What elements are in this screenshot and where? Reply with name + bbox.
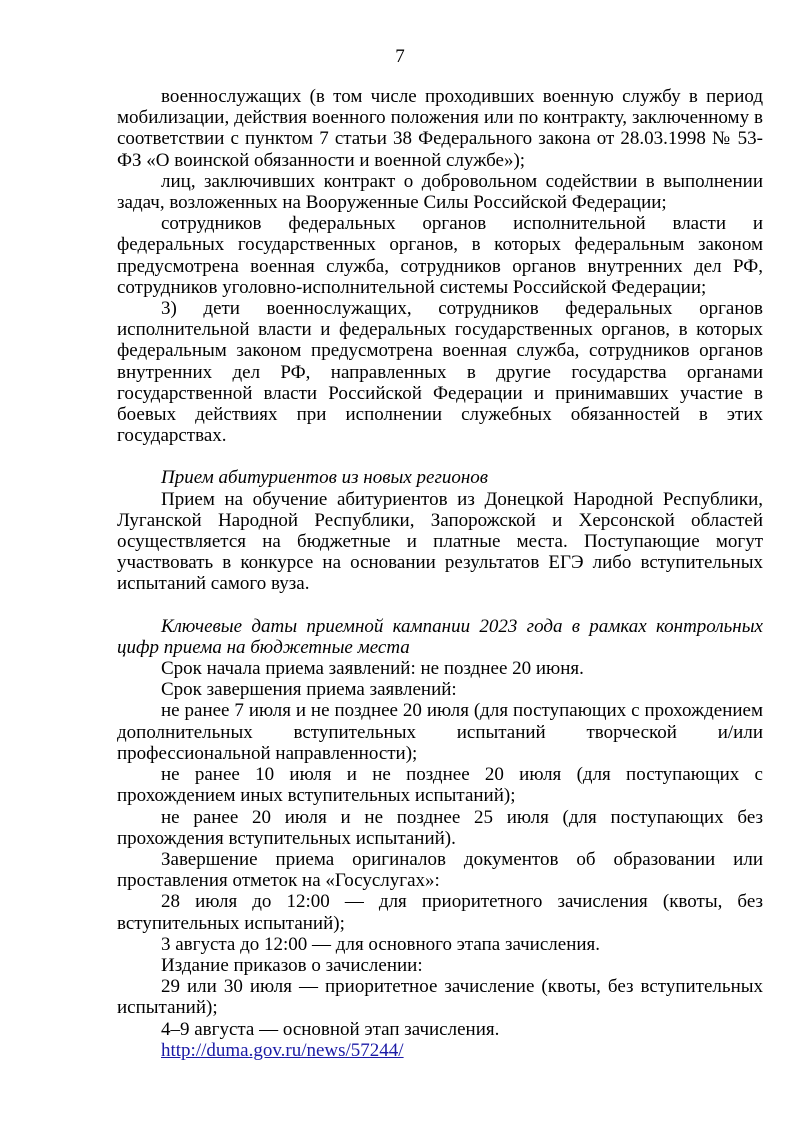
heading-key-dates: Ключевые даты приемной кампании 2023 года в рамках контрольных цифр приема на бюджетные места <box>117 615 763 658</box>
paragraph-children-item-3: 3) дети военнослужащих, сотрудников федеральных органов исполнительной власти и федеральных государственных органов, в которых федеральным законом предусмотрена военная служба, сотрудников органов внутренних дел РФ, направленных в другие государства органами государственной власти Российской Федерации и принимавших участие в боевых действиях при исполнении служебных обязанностей в этих государствах. <box>117 298 763 447</box>
heading-new-regions: Прием абитуриентов из новых регионов <box>161 467 489 489</box>
paragraph-originals-1: 28 июля до 12:00 — для приоритетного зачисления (квоты, без вступительных испытаний); <box>117 891 763 934</box>
paragraph-contract-persons: лиц, заключивших контракт о добровольном содействии в выполнении задач, возложенных на Вооруженные Силы Российской Федерации; <box>117 170 763 214</box>
paragraph-originals-title: Завершение приема оригиналов документов об образовании или проставления отметок на «Госуслугах»: <box>117 848 763 892</box>
page-content <box>117 86 763 1061</box>
paragraph-link <box>117 1040 763 1061</box>
paragraph-end-1: не ранее 7 июля и не позднее 20 июля (для поступающих с прохождением дополнительных вступительных испытаний творческой и/или профессиональной направленности); <box>117 700 763 764</box>
paragraph-orders-1: 29 или 30 июля — приоритетное зачисление (квоты, без вступительных испытаний); <box>117 976 763 1019</box>
paragraph-orders-2: 4–9 августа — основной этап зачисления. <box>161 1018 500 1040</box>
paragraph-originals-2: 3 августа до 12:00 — для основного этапа зачисления. <box>161 933 601 955</box>
paragraph-orders-title: Издание приказов о зачислении: <box>161 954 423 976</box>
page-number: 7 <box>395 46 405 67</box>
source-link[interactable]: http://duma.gov.ru/news/57244/ <box>161 1039 404 1061</box>
paragraph-end-title: Срок завершения приема заявлений: <box>161 679 457 701</box>
paragraph-servicemen: военнослужащих (в том числе проходивших военную службу в период мобилизации, действия военного положения или по контракту, заключенному в соответствии с пунктом 7 статьи 38 Федерального закона от 28.03.1998 № 53-ФЗ «О воинской обязанности и военной службе»); <box>117 86 763 171</box>
paragraph-end-2: не ранее 10 июля и не позднее 20 июля (для поступающих с прохождением иных вступительных испытаний); <box>117 764 763 807</box>
paragraph-end-3: не ранее 20 июля и не позднее 25 июля (для поступающих без прохождения вступительных испытаний). <box>117 806 763 849</box>
spacer <box>117 446 763 467</box>
paragraph-new-regions: Прием на обучение абитуриентов из Донецкой Народной Республики, Луганской Народной Республики, Запорожской и Херсонской областей осуществляется на бюджетные и платные места. Поступающие могут участвовать в конкурсе на основании результатов ЕГЭ либо вступительных испытаний самого вуза. <box>117 488 763 595</box>
spacer <box>117 595 763 616</box>
paragraph-federal-employees: сотрудников федеральных органов исполнительной власти и федеральных государственных органов, в которых федеральным законом предусмотрена военная служба, сотрудников органов внутренних дел РФ, сотрудников уголовно-исполнительной системы Российской Федерации; <box>117 213 763 298</box>
paragraph-start-date: Срок начала приема заявлений: не позднее 20 июня. <box>161 658 584 680</box>
